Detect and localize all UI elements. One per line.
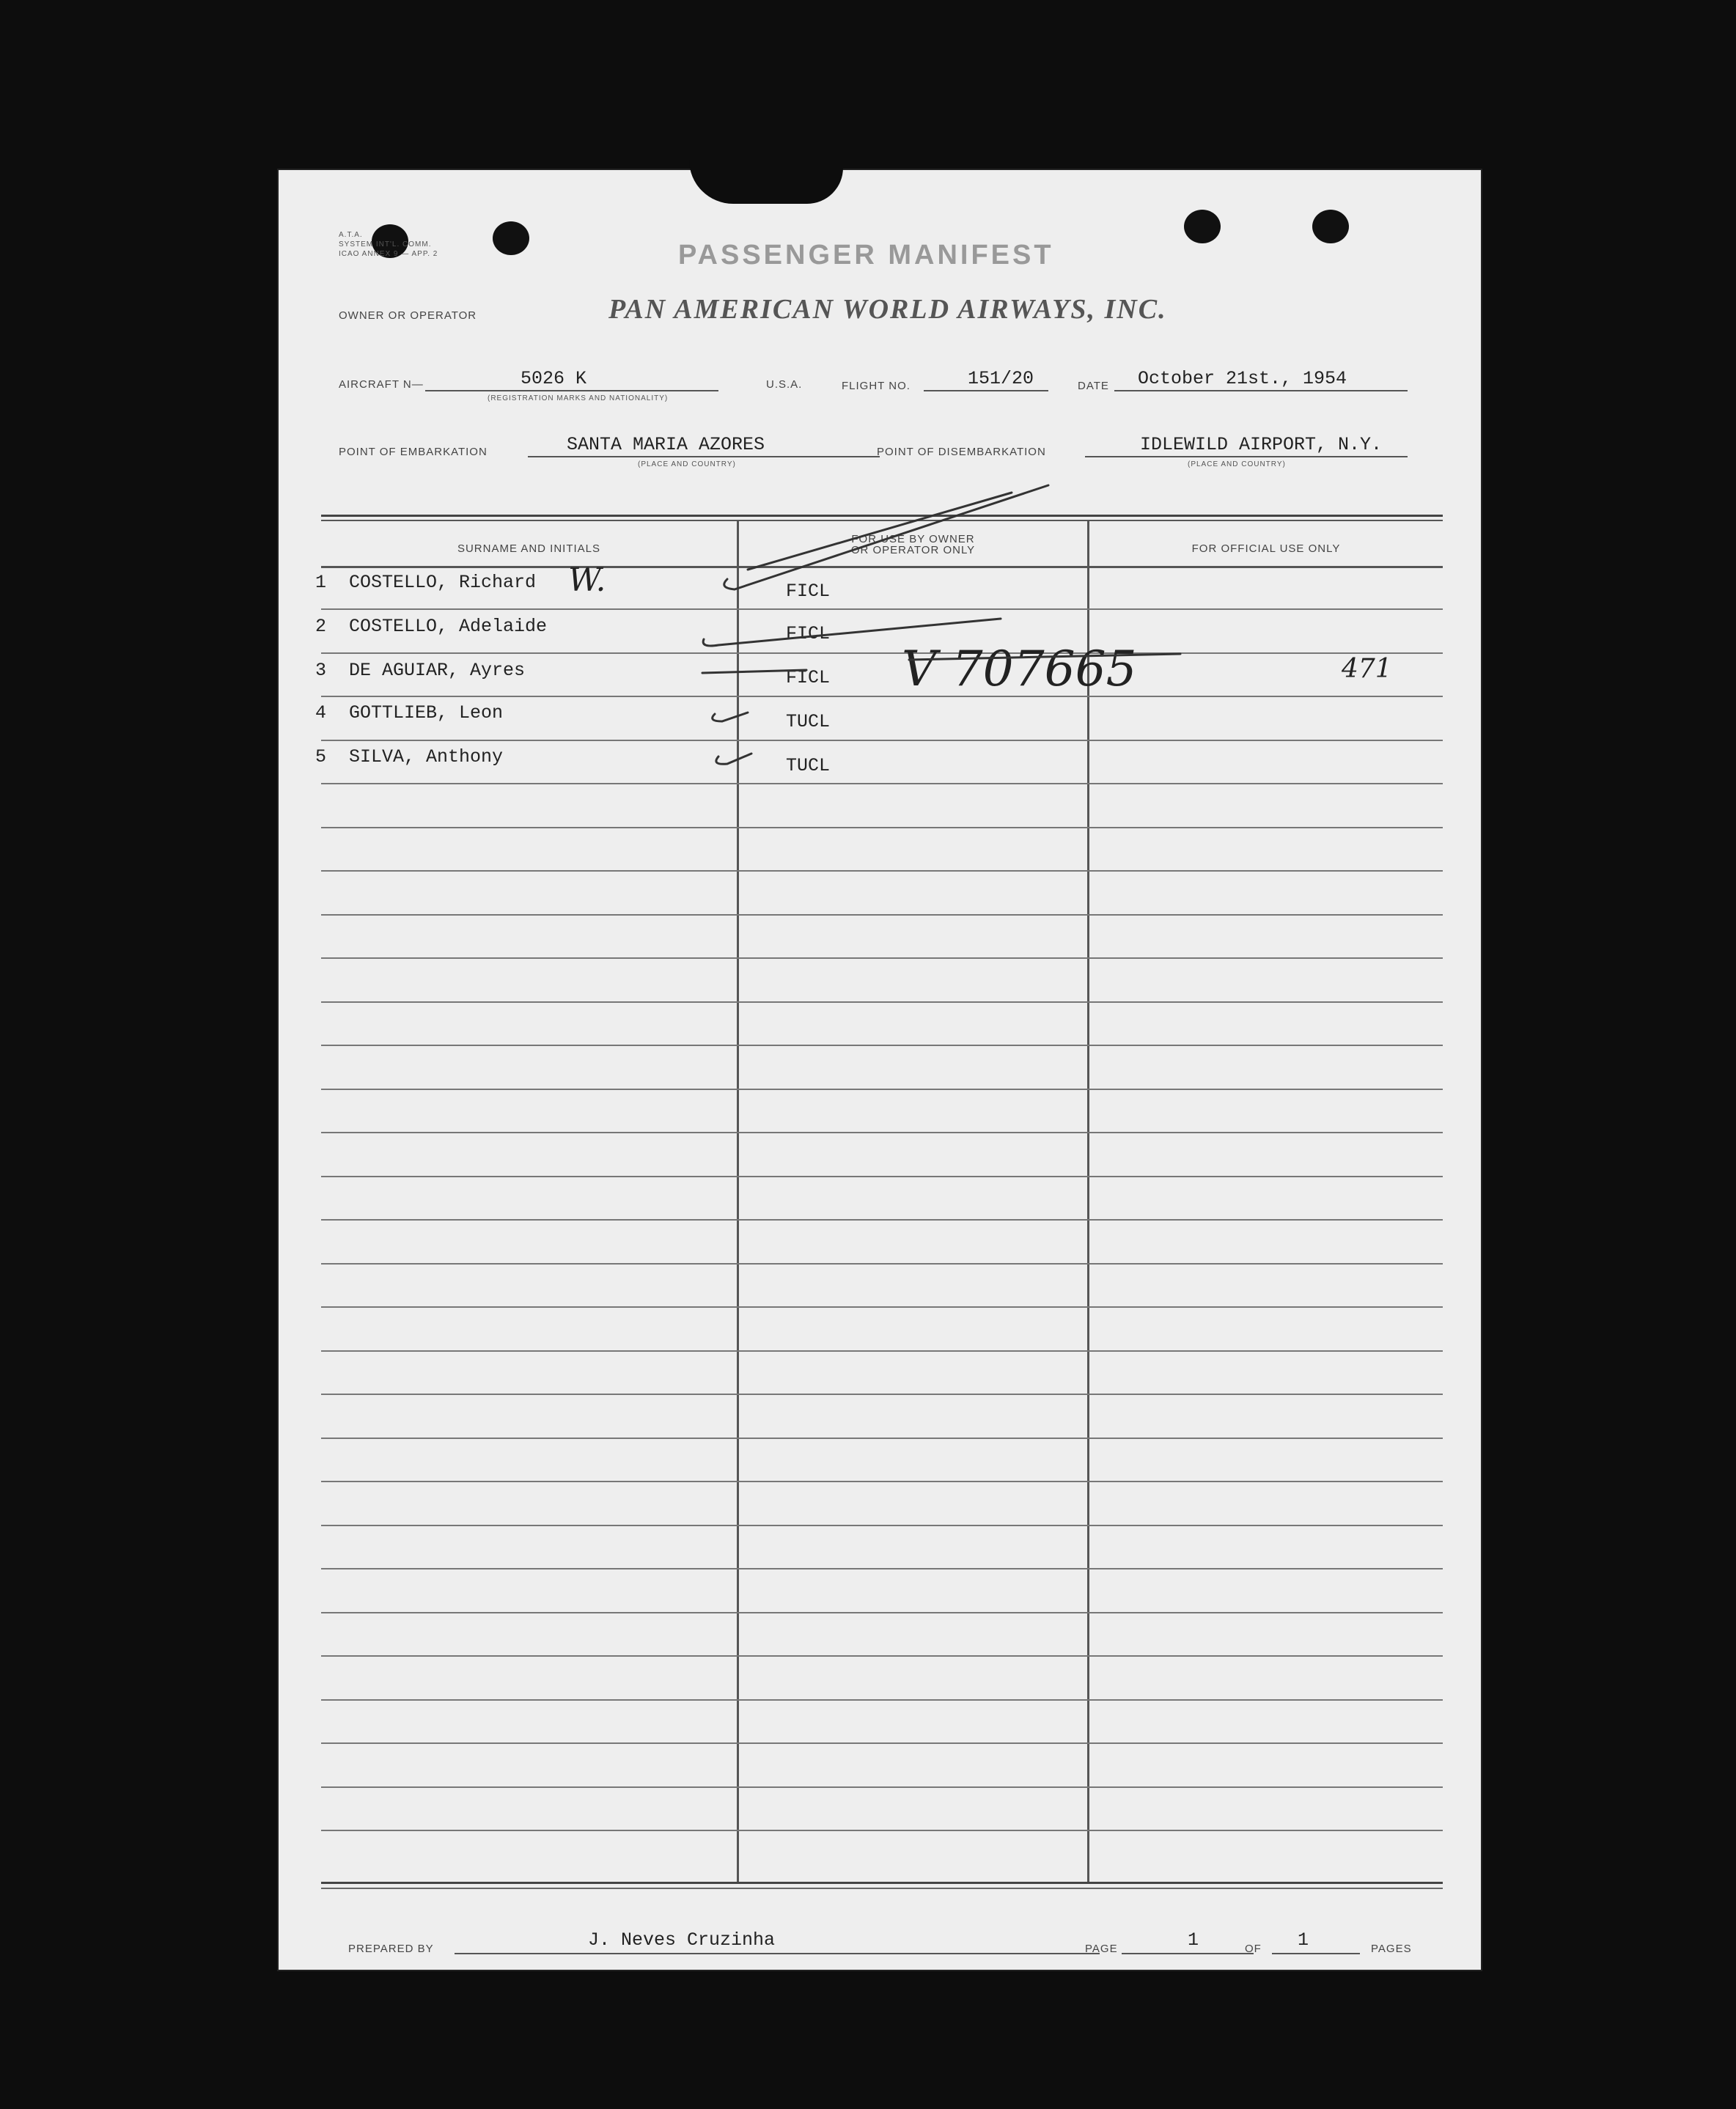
passenger-name: SILVA, Anthony — [349, 746, 504, 768]
row-rule — [321, 914, 1443, 916]
row-rule — [321, 1394, 1443, 1395]
aircraft-label: AIRCRAFT N— — [339, 378, 424, 391]
check-stroke — [724, 485, 1048, 589]
check-stroke — [713, 713, 748, 721]
row-rule — [321, 1568, 1443, 1569]
header-owner-line: OR OPERATOR ONLY — [850, 544, 976, 556]
check-stroke — [703, 619, 1001, 646]
underline — [1272, 1953, 1360, 1954]
footer-rule — [321, 1882, 1443, 1884]
row-rule — [321, 957, 1443, 959]
date-label: DATE — [1078, 380, 1109, 392]
official-note: 471 — [1342, 654, 1392, 684]
pages-label: PAGES — [1371, 1943, 1412, 1955]
check-stroke — [716, 754, 751, 764]
footer-rule — [321, 1888, 1443, 1889]
row-rule — [321, 1742, 1443, 1744]
check-stroke — [748, 493, 1012, 570]
row-number: 2 — [315, 616, 327, 637]
row-rule — [321, 1350, 1443, 1352]
row-rule — [321, 1612, 1443, 1613]
passenger-code: FICL — [786, 623, 831, 644]
row-rule — [321, 1786, 1443, 1788]
passenger-name: COSTELLO, Adelaide — [349, 616, 548, 637]
date-value: October 21st., 1954 — [1138, 368, 1347, 389]
header-owner-line: FOR USE BY OWNER — [851, 533, 975, 545]
passenger-name: COSTELLO, Richard — [349, 572, 537, 593]
form-code-line: ICAO ANNEX 9 — APP. 2 — [339, 250, 438, 258]
of-label: OF — [1245, 1943, 1262, 1955]
underline — [1122, 1953, 1254, 1954]
aircraft-value: 5026 K — [521, 368, 587, 389]
row-number: 1 — [315, 572, 327, 593]
prepared-label: PREPARED BY — [348, 1943, 434, 1955]
prepared-value: J. Neves Cruzinha — [588, 1929, 776, 1951]
form-code-line: SYSTEM INT'L. COMM. — [339, 240, 432, 249]
handwritten-strokes — [279, 170, 1481, 830]
row-number: 3 — [315, 660, 327, 681]
row-number: 5 — [315, 746, 327, 768]
owner-value: PAN AMERICAN WORLD AIRWAYS, INC. — [608, 294, 1167, 325]
row-rule — [321, 1263, 1443, 1265]
manifest-sheet — [279, 170, 1481, 1970]
check-stroke — [909, 654, 1180, 660]
row-rule — [321, 1655, 1443, 1657]
page-title: PASSENGER MANIFEST — [678, 240, 1054, 270]
row-rule — [321, 1525, 1443, 1526]
usa-label: U.S.A. — [766, 378, 803, 391]
row-rule — [321, 1001, 1443, 1003]
underline — [455, 1953, 1100, 1954]
disembark-label: POINT OF DISEMBARKATION — [877, 446, 1046, 458]
embark-caption: (PLACE AND COUNTRY) — [638, 460, 736, 468]
row-rule — [321, 1219, 1443, 1221]
handwritten-initial: W. — [568, 562, 606, 599]
row-rule — [321, 1045, 1443, 1046]
row-rule — [321, 1438, 1443, 1439]
row-rule — [321, 1481, 1443, 1482]
header-name: SURNAME AND INITIALS — [457, 542, 601, 555]
header-official: FOR OFFICIAL USE ONLY — [1191, 542, 1341, 555]
row-rule — [321, 1699, 1443, 1701]
embark-label: POINT OF EMBARKATION — [339, 446, 488, 458]
row-rule — [321, 1306, 1443, 1308]
row-rule — [321, 1176, 1443, 1177]
disembark-caption: (PLACE AND COUNTRY) — [1188, 460, 1286, 468]
passenger-name: DE AGUIAR, Ayres — [349, 660, 526, 681]
passenger-code: TUCL — [786, 755, 831, 776]
owner-label: OWNER OR OPERATOR — [339, 309, 477, 322]
check-stroke — [702, 670, 806, 673]
row-number: 4 — [315, 702, 327, 724]
flight-label: FLIGHT NO. — [842, 380, 911, 392]
passenger-code: FICL — [786, 581, 831, 602]
page-number: 1 — [1188, 1929, 1199, 1951]
passenger-code: FICL — [786, 667, 831, 688]
page-total: 1 — [1298, 1929, 1309, 1951]
row-rule — [321, 1089, 1443, 1090]
handwritten-number: V 707665 — [902, 641, 1137, 697]
page-label: PAGE — [1085, 1943, 1118, 1955]
passenger-name: GOTTLIEB, Leon — [349, 702, 504, 724]
row-rule — [321, 1830, 1443, 1831]
embark-value: SANTA MARIA AZORES — [567, 434, 765, 455]
passenger-code: TUCL — [786, 711, 831, 732]
form-code-line: A.T.A. — [339, 231, 363, 239]
disembark-value: IDLEWILD AIRPORT, N.Y. — [1140, 434, 1383, 455]
row-rule — [321, 870, 1443, 872]
row-rule — [321, 1132, 1443, 1133]
flight-value: 151/20 — [968, 368, 1034, 389]
registration-caption: (REGISTRATION MARKS AND NATIONALITY) — [488, 394, 669, 402]
